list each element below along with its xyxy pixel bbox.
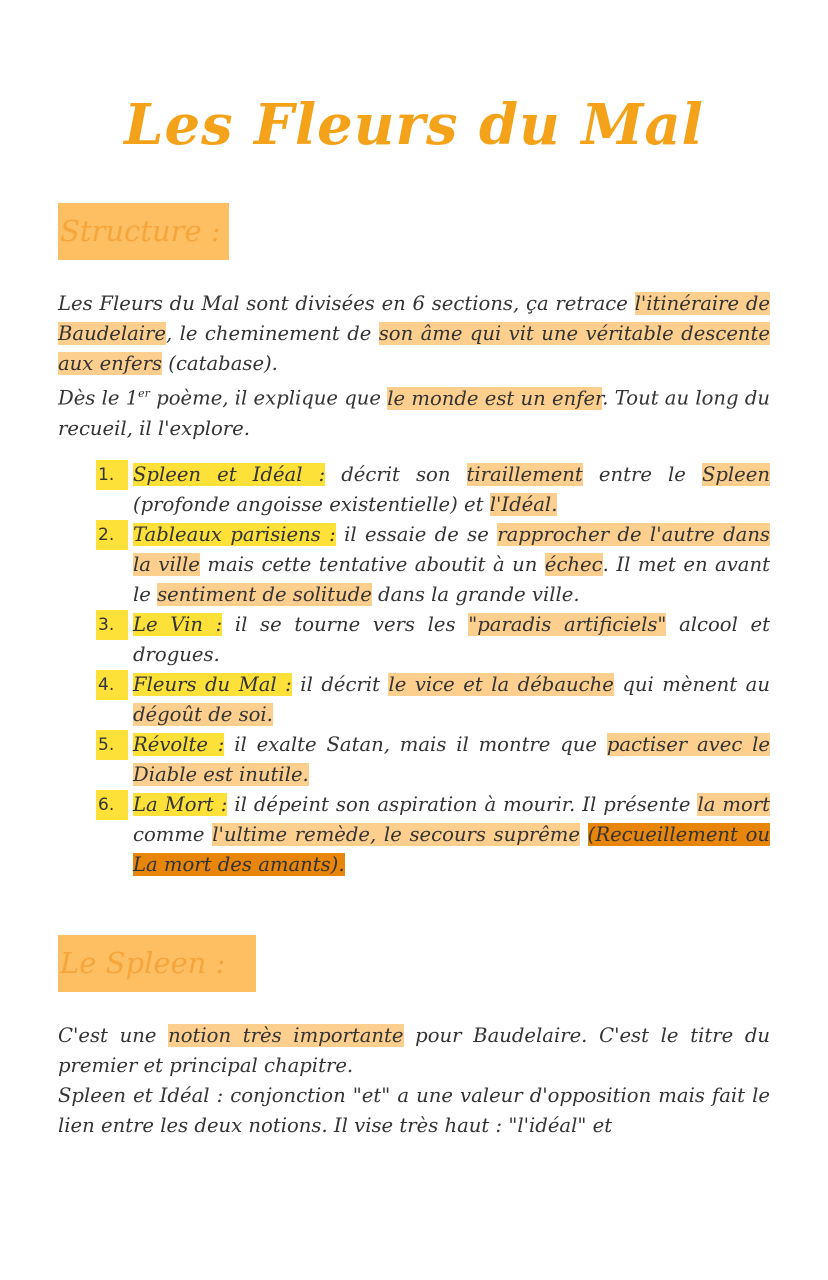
list-item-text: il dépeint son aspiration à mourir. Il présente: [227, 793, 698, 816]
intro-text-5: poème, il explique que: [149, 386, 388, 410]
list-item-highlight: l'ultime remède, le secours suprême: [212, 823, 580, 846]
section-heading-spleen: Le Spleen :: [58, 935, 256, 992]
list-item-text: entre le: [582, 463, 702, 486]
list-item-text: il essaie de se: [335, 523, 498, 546]
list-item-highlight: "paradis artificiels": [468, 613, 667, 636]
list-item-highlight: le vice et la débauche: [388, 673, 614, 696]
list-item-number: 3.: [96, 610, 128, 640]
list-item: [96, 520, 770, 610]
intro-text-2: , le cheminement de: [166, 322, 379, 345]
list-item: [96, 670, 770, 730]
list-item-text: mais cette tentative aboutit à un: [199, 553, 545, 576]
structure-intro-paragraph: [58, 289, 770, 444]
list-item-label: Tableaux parisiens :: [133, 523, 336, 546]
list-item: [96, 790, 770, 880]
spleen-highlight-notion: notion très importante: [168, 1024, 404, 1047]
list-item-number: 5.: [96, 730, 128, 760]
intro-text-6: . Tout au long du recueil, il l'explore.: [58, 386, 770, 440]
spleen-text-3: Spleen et Idéal : conjonction "et" a une valeur d'opposition mais fait le lien entre les deux notions. Il vise très haut : "l'idéal" et: [58, 1084, 770, 1137]
list-item-highlight-dark: (Recueillement ou La mort des amants).: [133, 823, 771, 876]
list-item-highlight: la mort: [697, 793, 771, 816]
list-item-number: 2.: [96, 520, 128, 550]
list-item-label: Fleurs du Mal :: [133, 673, 292, 696]
list-item-highlight: échec: [544, 553, 603, 576]
sections-list: [96, 460, 770, 880]
list-item-text: qui mènent au: [613, 673, 770, 696]
list-item: [96, 730, 770, 790]
list-item-highlight: rapprocher de l'autre dans la ville: [133, 523, 770, 576]
intro-highlight-itineraire: l'itinéraire de Baudelaire: [58, 292, 770, 345]
list-item-text: dans la grande ville.: [371, 583, 580, 606]
list-item-label: La Mort :: [133, 793, 228, 816]
list-item-highlight: tiraillement: [466, 463, 583, 486]
intro-highlight-monde-enfer: le monde est un enfer: [387, 386, 603, 410]
intro-text-3: (catabase).: [162, 352, 278, 375]
section-heading-structure: Structure :: [58, 203, 229, 260]
spleen-text-1: C'est une: [58, 1024, 169, 1047]
intro-text-4: Dès le 1: [58, 386, 139, 410]
intro-highlight-ame: son âme qui vit une véritable descente aux enfers: [58, 322, 770, 375]
spleen-text-2: pour Baudelaire. C'est le titre du premier et principal chapitre.: [58, 1024, 771, 1077]
list-item-text: . Il met en avant le: [133, 553, 770, 606]
list-item-label: Spleen et Idéal :: [133, 463, 326, 486]
intro-text-1: Les Fleurs du Mal sont divisées en 6 sections, ça retrace: [58, 292, 635, 315]
intro-superscript: er: [138, 387, 150, 400]
list-item-text: (profonde angoisse existentielle) et: [133, 493, 490, 516]
list-item-text: il exalte Satan, mais il montre que: [224, 733, 607, 756]
page-title: Les Fleurs du Mal: [124, 92, 704, 158]
list-item-highlight: pactiser avec le Diable est inutile.: [133, 733, 771, 786]
list-item-text: il décrit: [291, 673, 389, 696]
list-item-number: 4.: [96, 670, 128, 700]
list-item-label: Le Vin :: [133, 613, 223, 636]
list-item: [96, 610, 770, 670]
spleen-paragraph: [58, 1021, 770, 1141]
list-item-text: [580, 823, 588, 846]
list-item-highlight: Spleen: [701, 463, 770, 486]
list-item-label: Révolte :: [133, 733, 225, 756]
list-item-highlight: dégoût de soi.: [133, 703, 273, 726]
list-item-text: décrit son: [325, 463, 467, 486]
list-item-text: il se tourne vers les: [222, 613, 469, 636]
list-item-text: comme: [133, 823, 213, 846]
list-item-text: alcool et drogues.: [133, 613, 770, 666]
list-item: [96, 460, 770, 520]
list-item-highlight: l'Idéal.: [489, 493, 558, 516]
list-item-highlight: sentiment de solitude: [157, 583, 372, 606]
list-item-number: 1.: [96, 460, 128, 490]
list-item-number: 6.: [96, 790, 128, 820]
